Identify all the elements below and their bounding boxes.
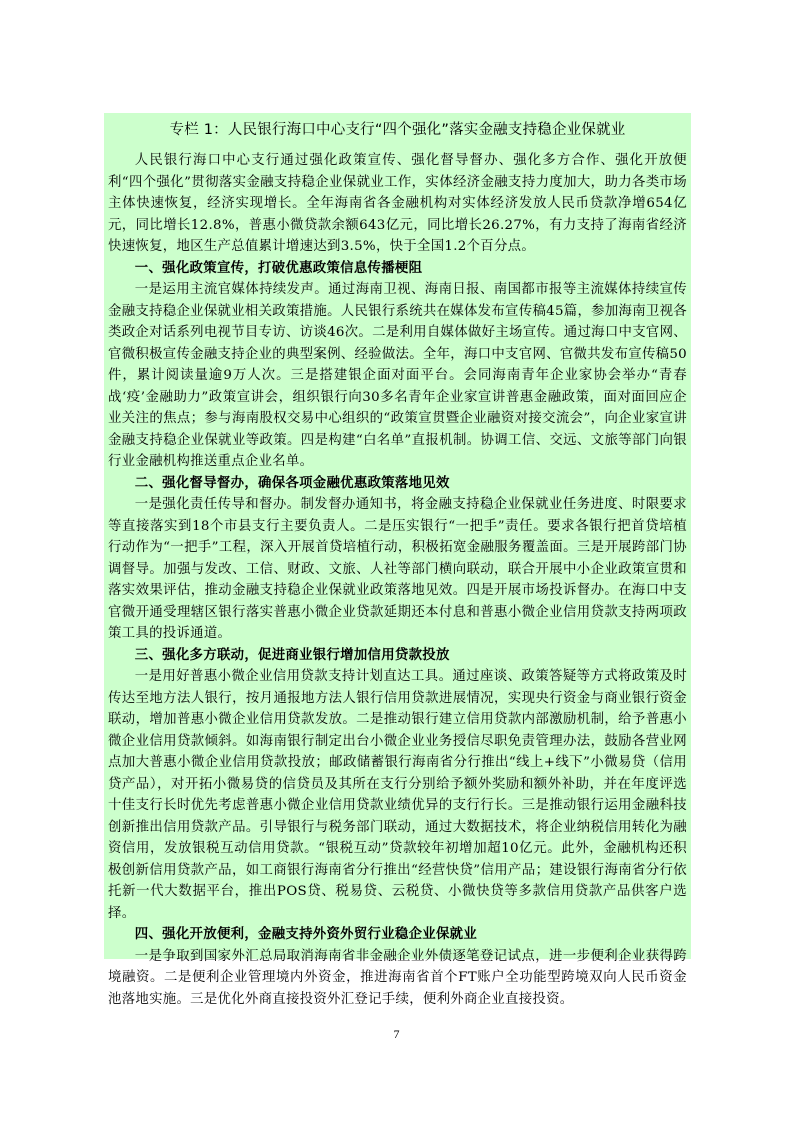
section-2-paragraph: 一是强化责任传导和督办。制发督办通知书，将金融支持稳企业保就业任务进度、时限要求等直接落实到18个市县支行主要负责人。二是压实银行“一把手”责任。要求各银行把首贷培植行动作为“一把手”工程，深入开展首贷培植行动，积极拓宽金融服务覆盖面。三是开展跨部门协调督导。加强与发改、工信、财政、文旅、人社等部门横向联动，联合开展中小企业政策宣贯和落实效果评估，推动金融支持稳企业保就业政策落地见效。四是开展市场投诉督办。在海口中支官微开通受理辖区银行落实普惠小微企业贷款延期还本付息和普惠小微企业信用贷款支持两项政策工具的投诉通道。 <box>108 497 687 641</box>
section-1-heading: 一、强化政策宣传，打破优惠政策信息传播梗阻 <box>134 259 423 276</box>
section-4-paragraph: 一是争取到国家外汇总局取消海南省非金融企业外债逐笔登记试点，进一步便利企业获得跨境融资。二是便利企业管理境内外资金，推进海南省首个FT账户全功能型跨境双向人民币资金池落地实施。三是优化外商直接投资外汇登记手续，便利外商企业直接投资。 <box>108 948 687 1007</box>
column-box <box>104 113 691 1007</box>
column-title: 专栏 1：人民银行海口中心支行“四个强化”落实金融支持稳企业保就业 <box>169 122 626 138</box>
section-3-heading: 三、强化多方联动，促进商业银行增加信用贷款投放 <box>134 646 450 663</box>
section-2-heading: 二、强化督导督办，确保各项金融优惠政策落地见效 <box>134 474 450 491</box>
intro-paragraph: 人民银行海口中心支行通过强化政策宣传、强化督导督办、强化多方合作、强化开放便利“四个强化”贯彻落实金融支持稳企业保就业工作，实体经济金融支持力度加大，助力各类市场主体快速恢复，经济实现增长。全年海南省各金融机构对实体经济发放人民币贷款净增654亿元，同比增长12.8%，普惠小微贷款余额643亿元，同比增长26.27%，有力支持了海南省经济快速恢复，地区生产总值累计增速达到3.5%，快于全国1.2个百分点。 <box>108 153 687 254</box>
page-number: 7 <box>393 1027 400 1041</box>
section-4-heading: 四、强化开放便利，金融支持外资外贸行业稳企业保就业 <box>134 926 478 942</box>
section-1-paragraph: 一是运用主流官媒体持续发声。通过海南卫视、海南日报、南国都市报等主流媒体持续宣传金融支持稳企业保就业相关政策措施。人民银行系统共在媒体发布宣传稿45篇，参加海南卫视各类政企对话系列电视节目专访、访谈46次。二是利用自媒体做好主场宣传。通过海口中支官网、官微积极宣传金融支持企业的典型案例、经验做法。全年，海口中支官网、官微共发布宣传稿50件，累计阅读量逾9万人次。三是搭建银企面对面平台。会同海南青年企业家协会举办“青春战‘疫’金融助力”政策宣讲会，组织银行向30多名青年企业家宣讲普惠金融政策，面对面回应企业关注的焦点；参与海南股权交易中心组织的“政策宣贯暨企业融资对接交流会”，向企业家宣讲金融支持稳企业保就业等政策。四是构建“白名单”直报机制。协调工信、交远、文旅等部门向银行业金融机构推送重点企业名单。 <box>108 282 687 469</box>
section-3-paragraph: 一是用好普惠小微企业信用贷款支持计划直达工具。通过座谈、政策答疑等方式将政策及时传达至地方法人银行，按月通报地方法人银行信用贷款进展情况，实现央行资金与商业银行资金联动，增加普惠小微企业信用贷款发放。二是推动银行建立信用贷款内部激励机制，给予普惠小微企业信用贷款倾斜。如海南银行制定出台小微企业业务授信尽职免责管理办法，鼓励各营业网点加大普惠小微企业信用贷款投放；邮政储蓄银行海南省分行推出“线上+线下”小微易贷（信用贷产品），对开拓小微易贷的信贷员及其所在支行分别给予额外奖励和额外补助，并在年度评选十佳支行长时优先考虑普惠小微企业信用贷款业绩优异的支行行长。三是推动银行运用金融科技创新推出信用贷款产品。引导银行与税务部门联动，通过大数据技术，将企业纳税信用转化为融资信用，发放银税互动信用贷款。“银税互动”贷款较年初增加超10亿元。此外，金融机构还积极创新信用贷款产品，如工商银行海南省分行推出“经营快贷”信用产品；建设银行海南省分行依托新一代大数据平台，推出POS贷、税易贷、云税贷、小微快贷等多款信用贷款产品供客户选择。 <box>108 669 687 921</box>
